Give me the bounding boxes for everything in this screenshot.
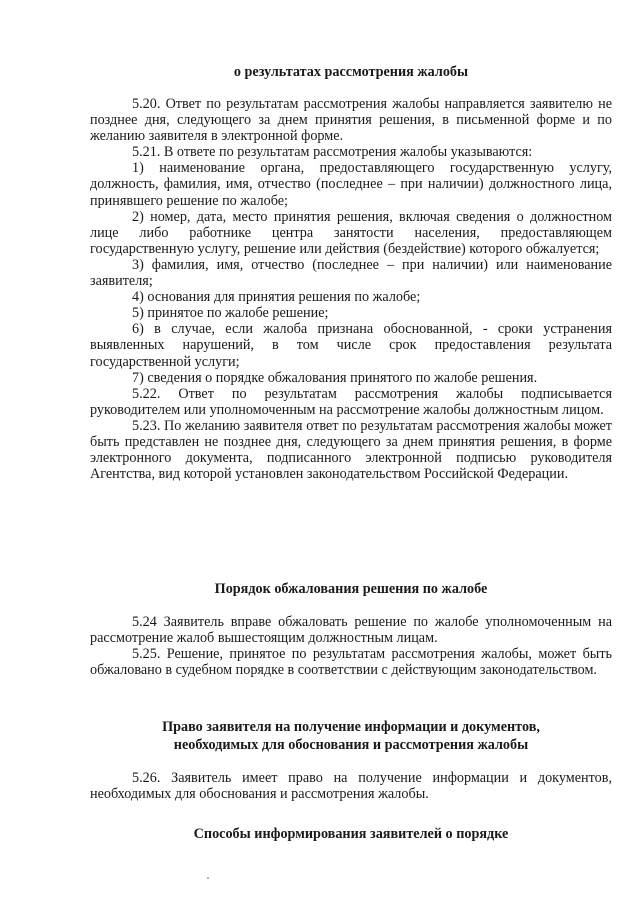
list-item-6: 6) в случае, если жалоба признана обоснованной, - сроки устранения выявленных нарушений, в том числе срок предоставления результата государственной услуги; xyxy=(90,321,612,370)
scan-speck xyxy=(207,877,209,879)
section-heading-right-to-information xyxy=(90,718,612,754)
paragraph-5-23: 5.23. По желанию заявителя ответ по результатам рассмотрения жалобы может быть представлен не позднее дня, следующего за днем принятия решения, в форме электронного документа, подписанного электронной подписью руководителя Агентства, вид которой установлен законодательством Российской Федерации. xyxy=(90,417,612,483)
section-heading-appeal-procedure: Порядок обжалования решения по жалобе xyxy=(214,581,488,597)
section-heading-complaint-results: о результатах рассмотрения жалобы xyxy=(233,64,469,80)
section-body-complaint-results xyxy=(90,96,612,482)
paragraph-5-26: 5.26. Заявитель имеет право на получение информации и документов, необходимых для обоснования и рассмотрения жалобы. xyxy=(90,770,612,803)
list-item-7: 7) сведения о порядке обжалования принятого по жалобе решения. xyxy=(132,369,538,386)
section-heading-line-1: Право заявителя на получение информации и документов, xyxy=(162,719,540,735)
section-body-right-to-information xyxy=(90,770,612,802)
list-item-4: 4) основания для принятия решения по жалобе; xyxy=(132,289,421,306)
paragraph-5-22: 5.22. Ответ по результатам рассмотрения жалобы подписывается руководителем или уполномоченным на рассмотрение жалобы должностным лицом. xyxy=(90,385,612,418)
list-item-1: 1) наименование органа, предоставляющего государственную услугу, должность, фамилия, имя, отчество (последнее – при наличии) должностного лица, принявшего решение по жалобе; xyxy=(90,160,612,209)
paragraph-5-20: 5.20. Ответ по результатам рассмотрения жалобы направляется заявителю не позднее дня, следующего за днем принятия решения, в письменной форме и по желанию заявителя в электронной форме. xyxy=(90,96,612,145)
paragraph-5-25: 5.25. Решение, принятое по результатам рассмотрения жалобы, может быть обжаловано в судебном порядке в соответствии с действующим законодательством. xyxy=(90,646,612,679)
section-heading-informing-methods: Способы информирования заявителей о порядке xyxy=(193,826,509,842)
list-item-5: 5) принятое по жалобе решение; xyxy=(132,305,329,322)
section-heading-line-2: необходимых для обоснования и рассмотрения жалобы xyxy=(173,737,529,753)
section-body-appeal-procedure xyxy=(90,614,612,678)
list-item-2: 2) номер, дата, место принятия решения, включая сведения о должностном лице либо работнике центра занятости населения, предоставляющем государственную услугу, решение или действия (бездействие) которого обжалуется; xyxy=(90,208,612,257)
paragraph-5-24: 5.24 Заявитель вправе обжаловать решение по жалобе уполномоченным на рассмотрение жалоб вышестоящим должностным лицам. xyxy=(90,614,612,647)
list-item-3: 3) фамилия, имя, отчество (последнее – при наличии) или наименование заявителя; xyxy=(90,256,612,290)
paragraph-5-21: 5.21. В ответе по результатам рассмотрения жалобы указываются: xyxy=(132,144,533,161)
